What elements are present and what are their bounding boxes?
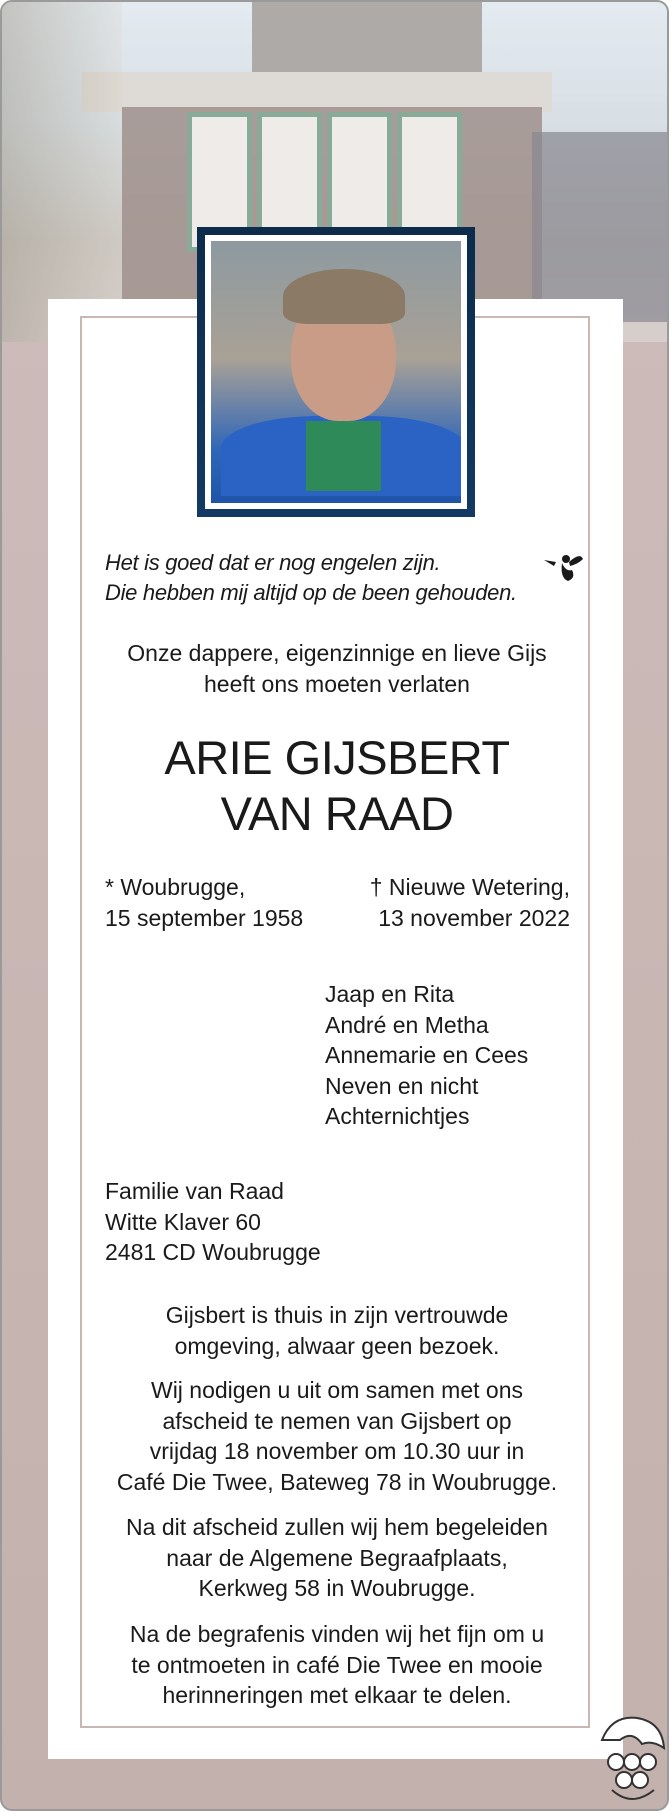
paragraph-line: afscheid te nemen van Gijsbert op bbox=[162, 1407, 512, 1434]
motto-line: Het is goed dat er nog engelen zijn. bbox=[105, 550, 441, 575]
portrait-photo bbox=[197, 227, 475, 517]
birth-date: 15 september 1958 bbox=[105, 905, 304, 931]
death-date: 13 november 2022 bbox=[378, 905, 570, 931]
death-place: † Nieuwe Wetering, bbox=[369, 874, 570, 900]
paragraph-line: Gijsbert is thuis in zijn vertrouwde bbox=[165, 1302, 509, 1328]
intro-line: heeft ons moeten verlaten bbox=[204, 671, 470, 697]
address-line: 2481 CD Woubrugge bbox=[105, 1239, 321, 1265]
farewell-invitation bbox=[92, 1375, 582, 1497]
family-member: Annemarie en Cees bbox=[325, 1042, 529, 1068]
family-member: Achternichtjes bbox=[325, 1103, 470, 1129]
paragraph-line: Café Die Twee, Bateweg 78 in Woubrugge. bbox=[116, 1468, 558, 1495]
birth-info bbox=[105, 872, 335, 934]
family-member: André en Metha bbox=[325, 1011, 489, 1038]
birth-place: * Woubrugge, bbox=[105, 874, 246, 900]
correspondence-address bbox=[105, 1176, 405, 1268]
name-line: ARIE GIJSBERT bbox=[164, 731, 510, 784]
burial-notice bbox=[92, 1512, 582, 1604]
publisher-logo-icon bbox=[592, 1710, 667, 1810]
intro-line: Onze dappere, eigenzinnige en lieve Gijs bbox=[127, 640, 547, 666]
name-line: VAN RAAD bbox=[220, 787, 454, 840]
paragraph-line: omgeving, alwaar geen bezoek. bbox=[174, 1332, 500, 1359]
paragraph-line: Na dit afscheid zullen wij hem begeleiden bbox=[126, 1514, 548, 1540]
angel-icon bbox=[542, 550, 584, 584]
address-line: Familie van Raad bbox=[105, 1178, 284, 1204]
paragraph-line: herinneringen met elkaar te delen. bbox=[162, 1682, 512, 1708]
paragraph-line: Wij nodigen u uit om samen met ons bbox=[150, 1377, 523, 1403]
death-info bbox=[332, 872, 570, 934]
family-member: Neven en nicht bbox=[325, 1072, 479, 1099]
family-list bbox=[325, 979, 565, 1132]
visit-notice bbox=[92, 1300, 582, 1361]
paragraph-line: Kerkweg 58 in Woubrugge. bbox=[198, 1575, 476, 1601]
paragraph-line: te ontmoeten in café Die Twee en mooie bbox=[131, 1651, 543, 1678]
motto-text bbox=[105, 548, 575, 608]
family-member: Jaap en Rita bbox=[325, 981, 455, 1007]
paragraph-line: Na de begrafenis vinden wij het fijn om u bbox=[129, 1621, 545, 1647]
motto-line: Die hebben mij altijd op de been gehouden. bbox=[105, 580, 517, 605]
paragraph-line: vrijdag 18 november om 10.30 uur in bbox=[149, 1438, 525, 1464]
address-line: Witte Klaver 60 bbox=[105, 1208, 261, 1235]
intro-text bbox=[92, 638, 582, 700]
paragraph-line: naar de Algemene Begraafplaats, bbox=[166, 1544, 508, 1571]
deceased-name bbox=[92, 730, 582, 842]
gathering-notice bbox=[92, 1619, 582, 1711]
